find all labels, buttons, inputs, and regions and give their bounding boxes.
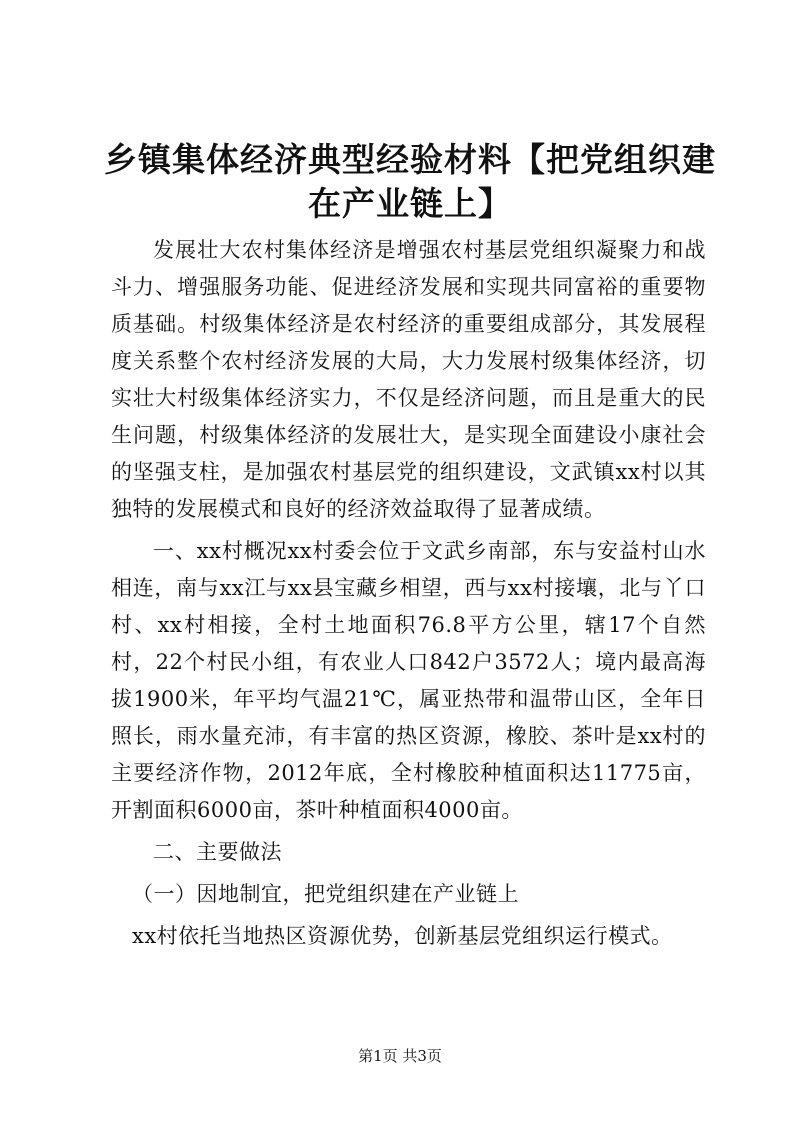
paragraph-section-heading: 二、主要做法 xyxy=(153,840,282,864)
paragraph-body: xx村依托当地热区资源优势，创新基层党组织运行模式。 xyxy=(132,924,673,948)
document-body xyxy=(111,232,706,955)
document-title: 乡镇集体经济典型经验材料【把党组织建在产业链上】 xyxy=(104,140,716,223)
paragraph-subsection-heading: （一）因地制宜，把党组织建在产业链上 xyxy=(132,882,519,906)
page-footer: 第1页 共3页 xyxy=(358,1047,442,1065)
paragraph-intro: 发展壮大农村集体经济是增强农村基层党组织凝聚力和战斗力、增强服务功能、促进经济发展和实现共同富裕的重要物质基础。村级集体经济是农村经济的重要组成部分，其发展程度关系整个农村经济发展的大局，大力发展村级集体经济，切实壮大村级集体经济实力，不仅是经济问题，而且是重大的民生问题，村级集体经济的发展壮大，是实现全面建设小康社会的坚强支柱，是加强农村基层党的组织建设，文武镇xx村以其独特的发展模式和良好的经济效益取得了显著成绩。 xyxy=(111,238,706,521)
paragraph-overview: 一、xx村概况xx村委会位于文武乡南部，东与安益村山水相连，南与xx江与xx县宝藏乡相望，西与xx村接壤，北与丫口村、xx村相接，全村土地面积76.8平方公里，辖17个自然村，22个村民小组，有农业人口842户3572人；境内最高海拔1900米，年平均气温21℃，属亚热带和温带山区，全年日照长，雨水量充沛，有丰富的热区资源，橡胶、茶叶是xx村的主要经济作物，2012年底，全村橡胶种植面积达11775亩，开割面积6000亩，茶叶种植面积4000亩。 xyxy=(111,539,706,822)
